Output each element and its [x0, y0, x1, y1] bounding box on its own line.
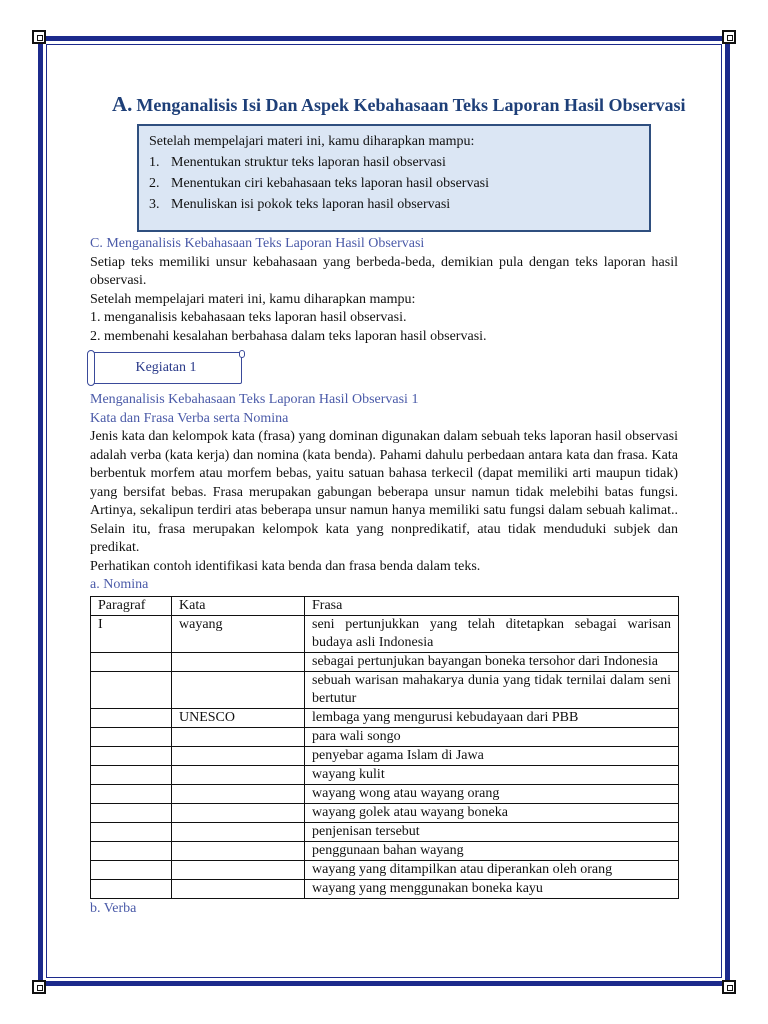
title-text: Menganalisis Isi Dan Aspek Kebahasaan Teks Laporan Hasil Observasi: [136, 95, 686, 115]
cell-frasa: wayang wong atau wayang orang: [305, 784, 679, 803]
cell-kata: [172, 727, 305, 746]
objective-item: [149, 173, 639, 194]
table-row: [91, 784, 679, 803]
cell-frasa: penjenisan tersebut: [305, 822, 679, 841]
cell-kata: [172, 784, 305, 803]
table-header-frasa: Frasa: [305, 596, 679, 615]
objective-number: 2.: [149, 176, 160, 191]
title-letter: A.: [112, 92, 133, 116]
cell-frasa: para wali songo: [305, 727, 679, 746]
cell-kata: [172, 822, 305, 841]
section-c-goal-1: 1. menganalisis kebahasaan teks laporan hasil observasi.: [90, 310, 407, 325]
cell-kata: [172, 879, 305, 898]
kegiatan-label: Kegiatan 1: [135, 359, 197, 375]
cell-kata: [172, 746, 305, 765]
cell-kata: [172, 803, 305, 822]
cell-paragraf: [91, 879, 172, 898]
cell-frasa: sebagai pertunjukan bayangan boneka tersohor dari Indonesia: [305, 652, 679, 671]
activity-body: Jenis kata dan kelompok kata (frasa) yang dominan digunakan dalam sebuah teks laporan hasil observasi adalah verba (kata kerja) dan nomina (kata benda). Pahami dahulu perbedaan antara kata dan frasa. Kata berbentuk morfem atau morfem bebas, yaitu satuan bahasa terkecil (dapat memiliki arti maupun tidak) yang bersifat bebas. Frasa merupakan gabungan beberapa unsur namun tidak melebihi batas fungsi. Artinya, sekalipun terdiri atas beberapa unsur namun hanya memiliki satu fungsi dalam sebuah kalimat.. Selain itu, frasa merupakan kelompok kata yang nonpredikatif, atau tidak menduduki subjek dan predikat.: [90, 429, 678, 555]
table-row: [91, 822, 679, 841]
table-row: [91, 708, 679, 727]
cell-paragraf: [91, 841, 172, 860]
cell-paragraf: [91, 727, 172, 746]
table-header-kata: Kata: [172, 596, 305, 615]
cell-paragraf: [91, 803, 172, 822]
cell-kata: [172, 841, 305, 860]
table-row: [91, 671, 679, 708]
section-c-heading: C. Menganalisis Kebahasaan Teks Laporan Hasil Observasi: [90, 236, 425, 251]
kegiatan-banner: [90, 352, 242, 384]
cell-paragraf: [91, 746, 172, 765]
cell-paragraf: [91, 822, 172, 841]
activity-note: Perhatikan contoh identifikasi kata benda dan frasa benda dalam teks.: [90, 558, 481, 574]
cell-paragraf: [91, 860, 172, 879]
table-row: [91, 803, 679, 822]
section-c-intro: Setelah mempelajari materi ini, kamu diharapkan mampu:: [90, 291, 416, 307]
cell-paragraf: [91, 671, 172, 708]
cell-frasa: wayang kulit: [305, 765, 679, 784]
cell-frasa: seni pertunjukkan yang telah ditetapkan sebagai warisan budaya asli Indonesia: [305, 615, 679, 652]
table-row: [91, 615, 679, 652]
cell-paragraf: [91, 784, 172, 803]
objectives-box: [137, 124, 651, 232]
main-content: [90, 235, 678, 918]
table-row: [91, 652, 679, 671]
cell-kata: UNESCO: [172, 708, 305, 727]
table-row: [91, 765, 679, 784]
cell-paragraf: I: [91, 615, 172, 652]
cell-frasa: lembaga yang mengurusi kebudayaan dari PBB: [305, 708, 679, 727]
corner-ornament-top-right: [722, 30, 736, 44]
corner-ornament-bottom-right: [722, 980, 736, 994]
cell-kata: [172, 652, 305, 671]
table-row: [91, 879, 679, 898]
objective-number: 3.: [149, 197, 160, 212]
objective-text: Menuliskan isi pokok teks laporan hasil observasi: [171, 197, 451, 212]
activity-subheading: Kata dan Frasa Verba serta Nomina: [90, 410, 289, 426]
table-header-paragraf: Paragraf: [91, 596, 172, 615]
nomina-table: [90, 596, 679, 899]
table-row: [91, 841, 679, 860]
cell-paragraf: [91, 708, 172, 727]
scroll-curl-right: [239, 350, 245, 358]
corner-ornament-bottom-left: [32, 980, 46, 994]
scroll-curl-left: [87, 350, 95, 386]
objectives-intro: Setelah mempelajari materi ini, kamu diharapkan mampu:: [149, 134, 475, 149]
cell-kata: [172, 860, 305, 879]
cell-frasa: wayang yang menggunakan boneka kayu: [305, 879, 679, 898]
cell-frasa: penyebar agama Islam di Jawa: [305, 746, 679, 765]
objective-text: Menentukan ciri kebahasaan teks laporan hasil observasi: [171, 176, 490, 191]
verba-label: b. Verba: [90, 900, 137, 916]
objective-text: Menentukan struktur teks laporan hasil observasi: [171, 155, 446, 170]
cell-frasa: wayang yang ditampilkan atau diperankan oleh orang: [305, 860, 679, 879]
table-row: [91, 746, 679, 765]
activity-heading: Menganalisis Kebahasaan Teks Laporan Hasil Observasi 1: [90, 392, 419, 407]
section-c-goal-2: 2. membenahi kesalahan berbahasa dalam teks laporan hasil observasi.: [90, 328, 487, 344]
table-row: [91, 727, 679, 746]
cell-frasa: penggunaan bahan wayang: [305, 841, 679, 860]
section-c-paragraph: Setiap teks memiliki unsur kebahasaan yang berbeda-beda, demikian pula dengan teks laporan hasil observasi.: [90, 254, 678, 288]
cell-frasa: sebuah warisan mahakarya dunia yang tidak ternilai dalam seni bertutur: [305, 671, 679, 708]
page-title: [112, 92, 712, 117]
cell-kata: [172, 765, 305, 784]
objective-item: [149, 152, 639, 173]
cell-paragraf: [91, 765, 172, 784]
objective-item: [149, 194, 639, 215]
table-row: [91, 860, 679, 879]
corner-ornament-top-left: [32, 30, 46, 44]
cell-frasa: wayang golek atau wayang boneka: [305, 803, 679, 822]
nomina-label: a. Nomina: [90, 577, 149, 592]
objective-number: 1.: [149, 155, 160, 170]
cell-kata: [172, 671, 305, 708]
table-header-row: [91, 596, 679, 615]
cell-kata: wayang: [172, 615, 305, 652]
cell-paragraf: [91, 652, 172, 671]
